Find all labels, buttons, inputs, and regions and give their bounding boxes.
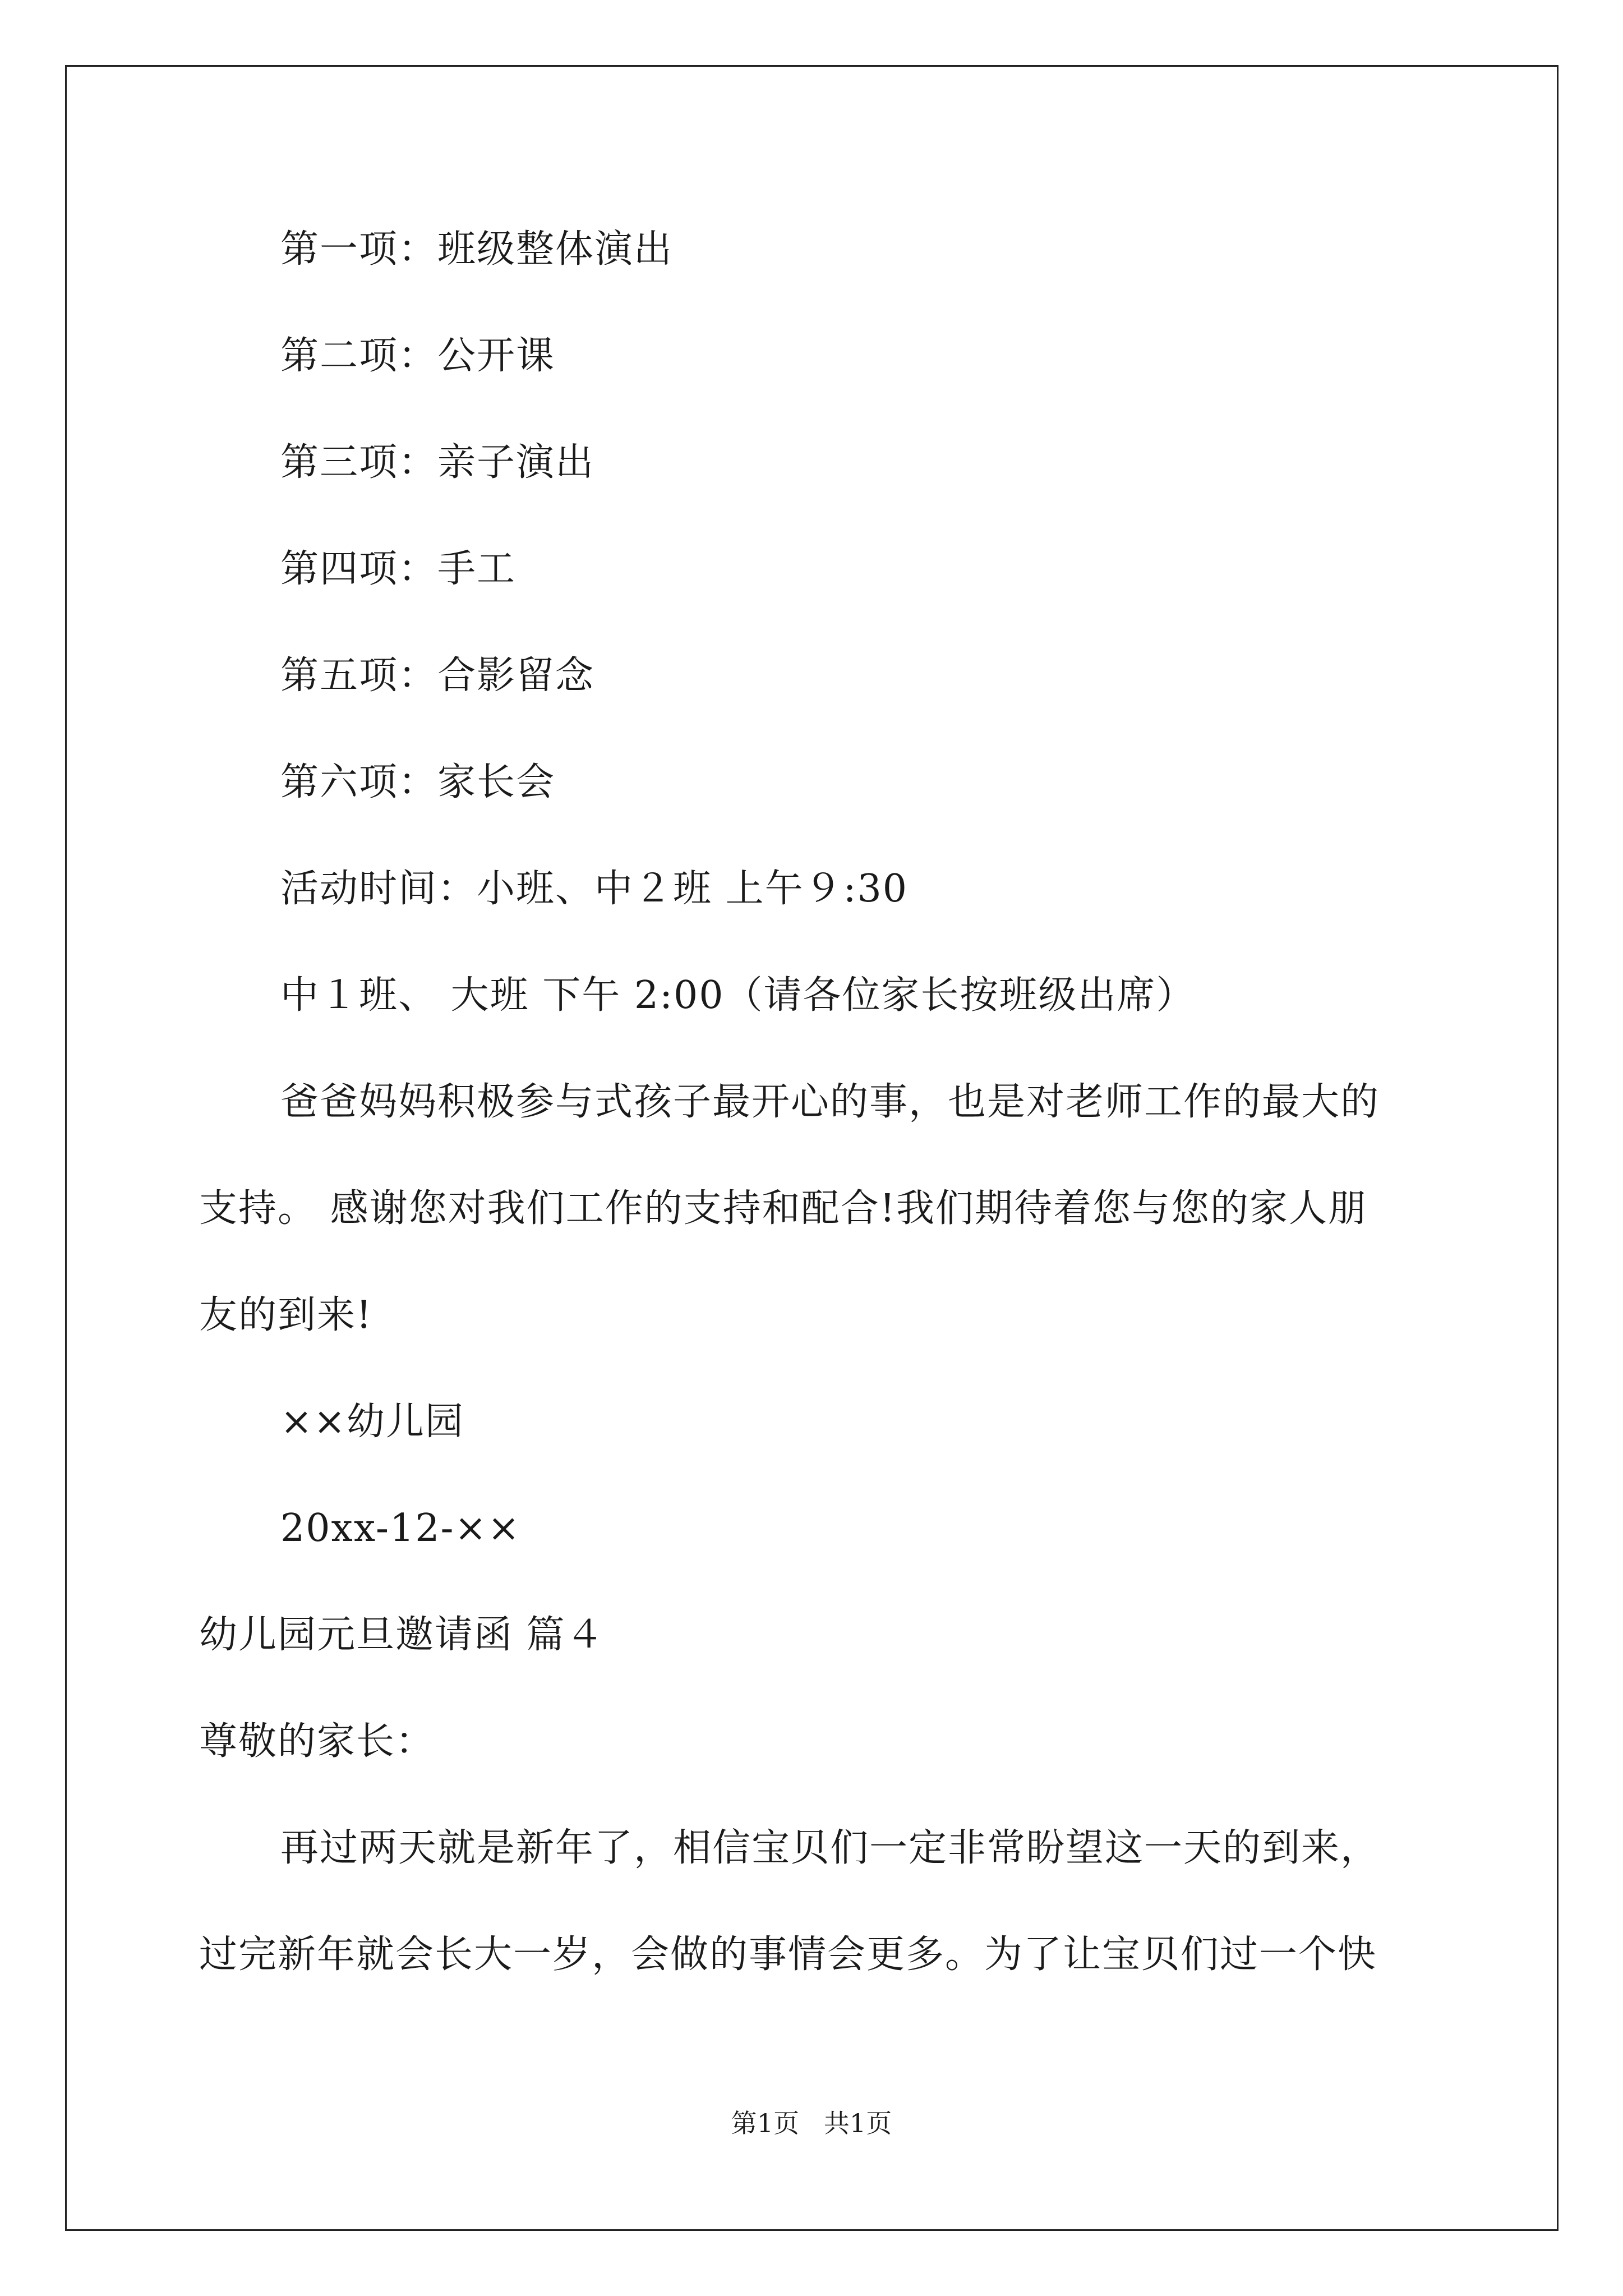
paragraph-line: 过完新年就会长大一岁，会做的事情会更多。为了让宝贝们过一个快 [199, 1932, 1377, 1977]
paragraph-line: 支持。 感谢您对我们工作的支持和配合!我们期待着您与您的家人朋 [199, 1186, 1367, 1231]
program-item-4: 第四项：手工 [280, 547, 517, 591]
signature-kindergarten: ××幼儿园 [280, 1400, 464, 1444]
signature-date: 20xx-12-×× [280, 1506, 521, 1550]
program-item-3: 第三项：亲子演出 [280, 440, 595, 485]
page-footer: 第1页 共1页 [731, 2108, 892, 2138]
paragraph-line: 再过两天就是新年了，相信宝贝们一定非常盼望这一天的到来， [280, 1826, 1380, 1870]
paragraph-line: 爸爸妈妈积极参与式孩子最开心的事，也是对老师工作的最大的 [280, 1080, 1380, 1124]
page-border [65, 65, 1559, 2231]
program-item-1: 第一项：班级整体演出 [280, 227, 674, 272]
salutation: 尊敬的家长： [199, 1719, 435, 1764]
program-item-6: 第六项：家长会 [280, 760, 556, 804]
paragraph-line: 友的到来! [199, 1293, 373, 1337]
activity-time-line: 活动时间：小班、中２班 上午９:30 [280, 867, 909, 911]
activity-time-line-2: 中１班、 大班 下午 2:00（请各位家长按班级出席） [280, 973, 1196, 1018]
program-item-5: 第五项：合影留念 [280, 654, 595, 698]
section-heading: 幼儿园元旦邀请函 篇４ [199, 1613, 605, 1657]
program-item-2: 第二项：公开课 [280, 334, 556, 378]
